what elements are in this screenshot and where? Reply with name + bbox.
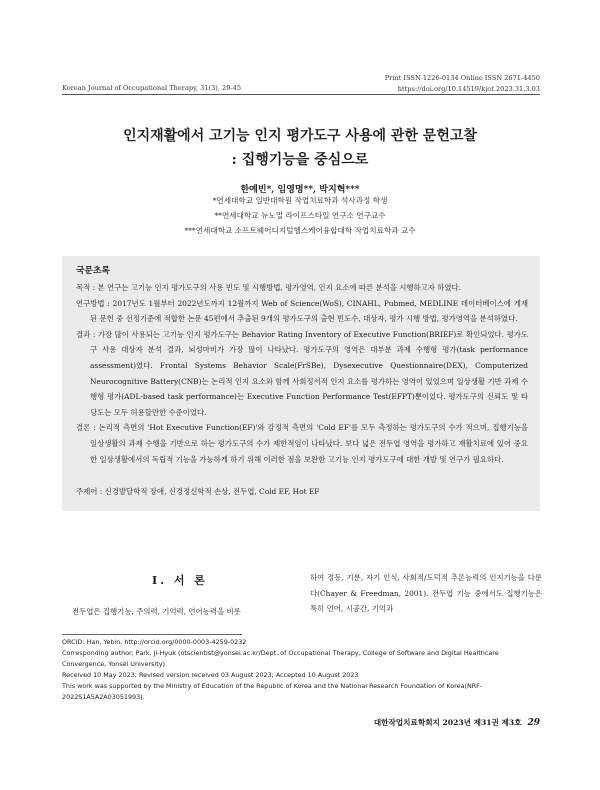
footnote-dates: Received 10 May 2023; Revised version received 03 August 2023; Accepted 10 August 2023: [62, 671, 359, 680]
intro-right-column: 하여 정동, 기분, 자기 인식, 사회적/도덕적 추론능력의 인지기능을 다룬다(Chayer & Freedman, 2001). 전두엽 기능 중에서도 집행기능은 특히 언어, 시공간, 기억과: [310, 573, 542, 613]
section-heading-introduction: Ⅰ. 서 론: [152, 574, 208, 587]
journal-citation: Korean Journal of Occupational Therapy, 31(3), 29-45: [62, 84, 242, 92]
abstract-purpose: 목적 : 본 연구는 고기능 인지 평가도구의 사용 빈도 및 시행방법, 평가영역, 인지 요소에 따른 분석을 시행하고자 하였다.: [76, 283, 462, 292]
abstract-box: [62, 256, 540, 511]
affiliation-list: [0, 193, 600, 238]
page-number: 29: [527, 718, 540, 728]
footnote-corresponding-author: Corresponding author: Park, Ji-Hyuk (otscientist@yonsei.ac.kr/Dept. of Occupational Therapy, College of Software and Digital Healthcare Convergence, Yonsei University): [62, 649, 499, 669]
page-footer: [374, 717, 540, 728]
affiliation-1: *연세대학교 일반대학원 작업치료학과 석사과정 학생: [212, 196, 388, 205]
keywords: 주제어 : 신경발달학적 장애, 신경정신학적 손상, 전두엽, Cold EF, Hot EF: [76, 487, 320, 496]
issn-line: Print ISSN 1226-0134 Online ISSN 2671-4450: [384, 74, 540, 82]
abstract-results: 결과 : 가장 많이 사용되는 고기능 인지 평가도구는 Behavior Rating Inventory of Executive Function(BRIEF)로 확인되었다. 평가도구 사용 대상자 분석 결과, 뇌성마비가 가장 많이 나타났다. 평가도구의 영역은 대부분 과제 수행형 평가(task performance assessment)였다. Frontal Systems Behavior Scale(FrSBe), Dysexecutive Questionnaire(DEX), Computerized Neurocognitive Battery(CNB)는 논리적 인지 요소와 함께 사회정서적 인지 요소를 평가하는 영역이 있었으며 일상생활 기반 과제 수행형 평가(ADL-based task performance)는 Executive Function Performance Test(EFPT)뿐이었다. 평가도구의 신뢰도 및 타당도는 모두 허용할만한 수준이었다.: [76, 329, 528, 417]
affiliation-2: **연세대학교 뉴노멀 라이프스타일 연구소 연구교수: [214, 211, 386, 220]
footnote-orcid: ORCID: Han, Yebin, http://orcid.org/0000-0003-4259-0232: [62, 638, 247, 646]
author-list: 한예빈*, 임영명**, 박지혁***: [240, 185, 360, 195]
title-line-2: : 집행기능을 중심으로: [231, 152, 369, 168]
abstract-conclusion: 결론 : 논리적 측면의 'Hot Executive Function(EF)'와 감정적 측면의 'Cold EF'를 모두 측정하는 평가도구의 수가 적으며, 집행기능을 일상생활의 과제 수행을 기반으로 하는 평가도구의 수가 제한적임이 나타났다. 보다 넓은 전두엽 영역을 평가하고 재활치료에 있어 중요한 일상생활에서의 독립적 기능을 가능하게 하기 위해 이러한 점을 보완한 고기능 인지 평가도구에 대한 개발 및 연구가 필요하다.: [76, 423, 528, 464]
intro-left-column: 전두엽은 집행기능, 주의력, 기억력, 언어능력을 비롯: [72, 607, 241, 616]
affiliation-3: ***연세대학교 소프트웨어디지털헬스케어융합대학 작업치료학과 교수: [184, 226, 416, 235]
header-divider: [62, 94, 540, 95]
abstract-heading: 국문초록: [76, 266, 110, 276]
footnote-funding: This work was supported by the Ministry of Education of the Republic of Korea and the National Research Foundation of Korea(NRF-2022S1A5A2A03051993).: [62, 682, 483, 702]
footnote-divider: [62, 634, 242, 635]
abstract-methods: 연구방법 : 2017년도 1월부터 2022년도까지 12월까지 Web of Science(WoS), CINAHL, Pubmed, MEDLINE 데이터베이스에 게재된 문헌 중 선정기준에 적합한 논문 45편에서 추출된 9개의 평가도구의 출현 빈도수, 대상자, 평가 시행 방법, 평가영역을 분석하였다.: [76, 298, 528, 324]
title-line-1: 인지재활에서 고기능 인지 평가도구 사용에 관한 문헌고찰: [123, 128, 477, 144]
footer-journal: 대한작업치료학회지 2023년 제31권 제3호: [373, 718, 522, 727]
issn-doi-block: [385, 73, 540, 95]
paper-title: [0, 124, 600, 172]
footnotes: [62, 637, 540, 704]
doi-link[interactable]: https://doi.org/10.14519/kjot.2023.31.3.03: [397, 85, 540, 93]
